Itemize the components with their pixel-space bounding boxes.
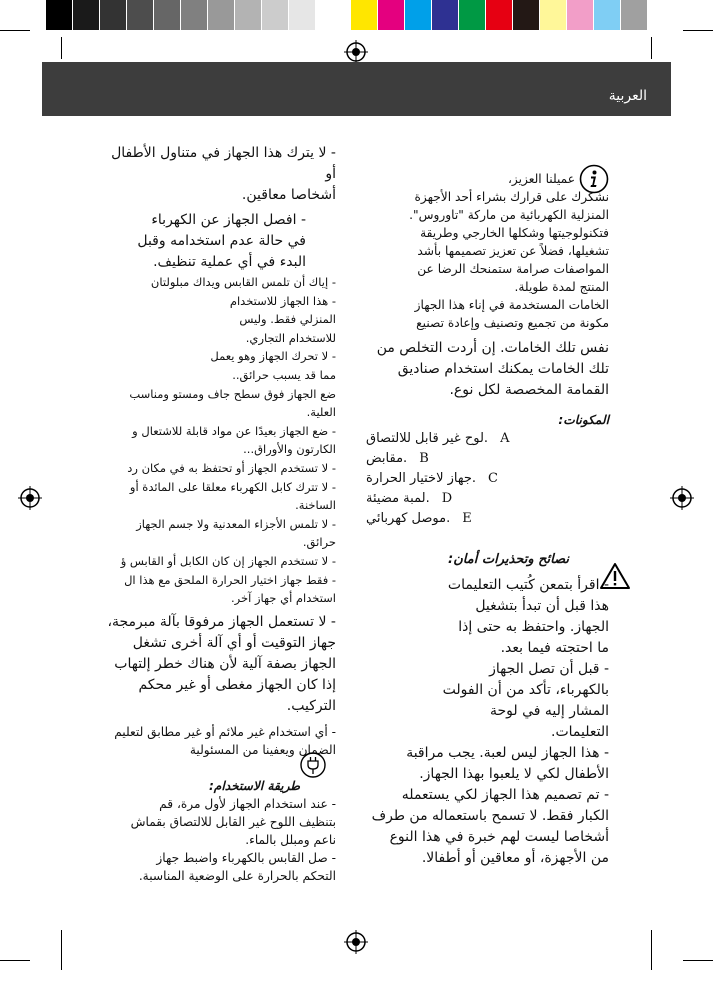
registration-mark-icon (670, 486, 694, 510)
color-swatch (621, 0, 648, 30)
text-line: - لا تستخدم الجهاز إن كان الكابل أو القابس ؤ (120, 553, 336, 568)
text-line: التحكم بالحرارة على الوضعية المناسبة. (138, 868, 336, 883)
text-line: جهاز التوقيت أو أي آلة أخرى تشغل (132, 634, 336, 651)
component-label: لمبة مضيئة. (366, 491, 430, 506)
text-line: - ضع الجهاز بعيدًا عن مواد قابلة للاشتعال و (132, 423, 336, 438)
color-swatch (432, 0, 459, 30)
color-swatch (343, 0, 351, 30)
warning-block-4 (98, 612, 336, 717)
safety-text (366, 575, 609, 869)
crop-mark (683, 30, 713, 31)
color-swatch (208, 0, 235, 30)
safety-heading: نصائح وتحذيرات أمان: (448, 552, 569, 567)
components-heading: المكونات: (558, 413, 609, 427)
crop-mark (0, 960, 30, 961)
component-item (366, 449, 591, 469)
text-line: ضع الجهاز فوق سطح جاف ومستو ومناسب (129, 386, 336, 401)
crop-mark (0, 30, 30, 31)
text-line: نشكرك على قرارك بشراء أحد الأجهزة (414, 190, 609, 204)
text-line: للاستخدام التجاري. (245, 330, 336, 345)
greeting: عميلنا العزيز، (507, 172, 575, 186)
component-item (366, 509, 591, 529)
component-letter: C (488, 471, 498, 486)
warning-block-2 (98, 210, 336, 273)
color-swatch (513, 0, 540, 30)
color-swatch (351, 0, 378, 30)
text-line: - فقط جهاز اختيار الحرارة الملحق مع هذا ال (124, 572, 336, 587)
text-line: بالكهرباء، تأكد من أن الفولت (442, 682, 609, 698)
language-title: العربية (608, 88, 647, 104)
text-line: - لا يترك هذا الجهاز في متناول الأطفال أو (111, 145, 336, 182)
text-line: مكونة من تجميع وتصنيف وإعادة تصنيع (416, 316, 609, 330)
text-line: أشخاصا معاقين. (241, 187, 336, 203)
text-line: في حالة عدم استخدامه وقبل (137, 233, 306, 249)
component-letter: A (500, 431, 510, 446)
text-line: التعليمات. (551, 724, 609, 740)
text-line: ناعم ومبلل بالماء. (245, 832, 336, 847)
text-line: فتكنولوجيتها وشكلها الخارجي وطريقة (420, 226, 609, 240)
text-line: من الأجهزة، أو معاقين أو أطفالا. (421, 850, 609, 866)
text-line: الأطفال لكي لا يلعبوا بهذا الجهاز. (419, 766, 609, 782)
crop-mark (61, 37, 62, 59)
text-line: - إياك أن تلمس القابس ويداك مبلولتان (150, 275, 336, 289)
usage-text (98, 795, 336, 885)
color-swatch (567, 0, 594, 30)
warning-icon (599, 562, 631, 590)
text-line: إذا كان الجهاز مغطى أو غير محكم (138, 676, 336, 693)
color-swatch (100, 0, 127, 30)
text-line: - صل القابس بالكهرباء واضبط جهاز (156, 850, 336, 865)
crop-mark (61, 930, 62, 970)
text-line: - لا تحرك الجهاز وهو يعمل (210, 349, 336, 364)
text-line: - لا تستعمل الجهاز مرفوقا بآلة مبرمجة، (107, 613, 336, 630)
text-line: الكارتون والأوراق... (243, 442, 336, 457)
text-line: المنتج لمدة طويلة. (514, 280, 609, 294)
text-line: مما قد يسبب حرائق.. (232, 367, 336, 382)
text-line: المشار إليه في لوحة (489, 703, 609, 719)
text-line: - لا تترك كابل الكهرباء معلقا على المائدة أو (129, 479, 336, 494)
registration-mark-icon (18, 486, 42, 510)
crop-mark (683, 960, 713, 961)
component-item (366, 429, 591, 449)
text-line: القمامة المخصصة لكل نوع. (449, 382, 609, 398)
crop-mark (651, 37, 652, 59)
color-swatch (594, 0, 621, 30)
registration-mark-icon (344, 40, 368, 64)
color-swatch (405, 0, 432, 30)
text-line: الخامات المستخدمة في إناء هذا الجهاز (414, 298, 609, 312)
text-line: الساخنة. (295, 498, 336, 513)
color-swatch (459, 0, 486, 30)
color-swatch (73, 0, 100, 30)
component-item (366, 489, 591, 509)
component-label: لوح غير قابل للالتصاق. (366, 431, 489, 446)
intro-text (366, 188, 609, 332)
color-calibration-bar (46, 0, 648, 30)
color-swatch (262, 0, 289, 30)
plug-icon (300, 752, 326, 778)
text-line: - تم تصميم هذا الجهاز لكي يستعمله (401, 787, 609, 803)
color-swatch (289, 0, 316, 30)
color-swatch (316, 0, 343, 30)
component-label: مقابض. (366, 451, 408, 466)
component-item (366, 469, 591, 489)
color-swatch (46, 0, 73, 30)
color-swatch (540, 0, 567, 30)
text-line: العلية. (306, 405, 336, 420)
component-letter: E (462, 511, 472, 526)
warning-block-3 (98, 273, 336, 608)
text-line: تلك الخامات يمكنك استخدام صناديق (397, 361, 609, 377)
text-line: استخدام أي جهاز آخر. (230, 591, 336, 606)
text-line: الجهاز بصفة آلية لأن هناك خطر إلتهاب (114, 655, 336, 672)
text-line: - افصل الجهاز عن الكهرباء (151, 212, 306, 228)
text-line: - اقرأ بتمعن كُتيب التعليمات (447, 577, 609, 593)
component-label: موصل كهربائي. (366, 511, 451, 526)
text-line: - لا تلمس الأجزاء المعدنية ولا جسم الجهاز (136, 516, 336, 531)
text-line: حرائق. (302, 535, 336, 550)
color-swatch (235, 0, 262, 30)
text-line: المنزلية الكهربائية من ماركة "تاوروس". (409, 208, 609, 222)
text-line: هذا قبل أن تبدأ بتشغيل (475, 598, 609, 614)
color-swatch (154, 0, 181, 30)
text-line: - هذا الجهاز للاستخدام (229, 293, 336, 308)
text-line: ما احتجته فيما بعد. (500, 640, 609, 656)
text-line: - لا تستخدم الجهاز أو تحتفظ به في مكان رد (127, 460, 336, 475)
info-icon (579, 164, 609, 194)
component-letter: B (419, 451, 429, 466)
text-line: أشخاصا ليست لهم خبرة في هذا النوع (389, 829, 609, 845)
components-list (366, 429, 609, 529)
usage-heading: طريقة الاستخدام: (208, 778, 300, 793)
text-line: - قبل أن تصل الجهاز (489, 661, 609, 677)
text-line: - عند استخدام الجهاز لأول مرة، قم (159, 796, 336, 811)
text-line: الجهاز. واحتفظ به حتى إذا (458, 619, 609, 635)
color-swatch (181, 0, 208, 30)
text-line: نفس تلك الخامات. إن أردت التخلص من (376, 340, 609, 356)
text-line: المواصفات صرامة ستمنحك الرضا عن (417, 262, 609, 276)
component-letter: D (441, 491, 453, 506)
text-line: بتنظيف اللوح غير القابل للالتصاق بقماش (130, 814, 336, 829)
text-line: البدء في أي عملية تنظيف. (153, 254, 306, 270)
recycle-text (366, 338, 609, 401)
section-header (42, 62, 671, 116)
color-swatch (378, 0, 405, 30)
text-line: الضمان ويعفينا من المسئولية (189, 742, 336, 757)
crop-mark (651, 930, 652, 970)
warning-block-1 (98, 143, 336, 206)
text-line: المنزلي فقط. وليس (239, 312, 336, 327)
component-label: جهاز لاختيار الحرارة. (366, 471, 477, 486)
text-line: - أي استخدام غير ملائم أو غير مطابق لتعليم (114, 724, 336, 739)
text-line: التركيب. (286, 697, 336, 714)
text-line: - هذا الجهاز ليس لعبة. يجب مراقبة (406, 745, 609, 761)
right-column (366, 160, 609, 869)
text-line: تشغيلها، فضلاً عن تعزيز تصميمها بأشد (417, 244, 609, 258)
text-line: الكبار فقط. لا تسمح باستعماله من طرف (371, 808, 609, 824)
registration-mark-icon (344, 930, 368, 954)
color-swatch (127, 0, 154, 30)
color-swatch (486, 0, 513, 30)
